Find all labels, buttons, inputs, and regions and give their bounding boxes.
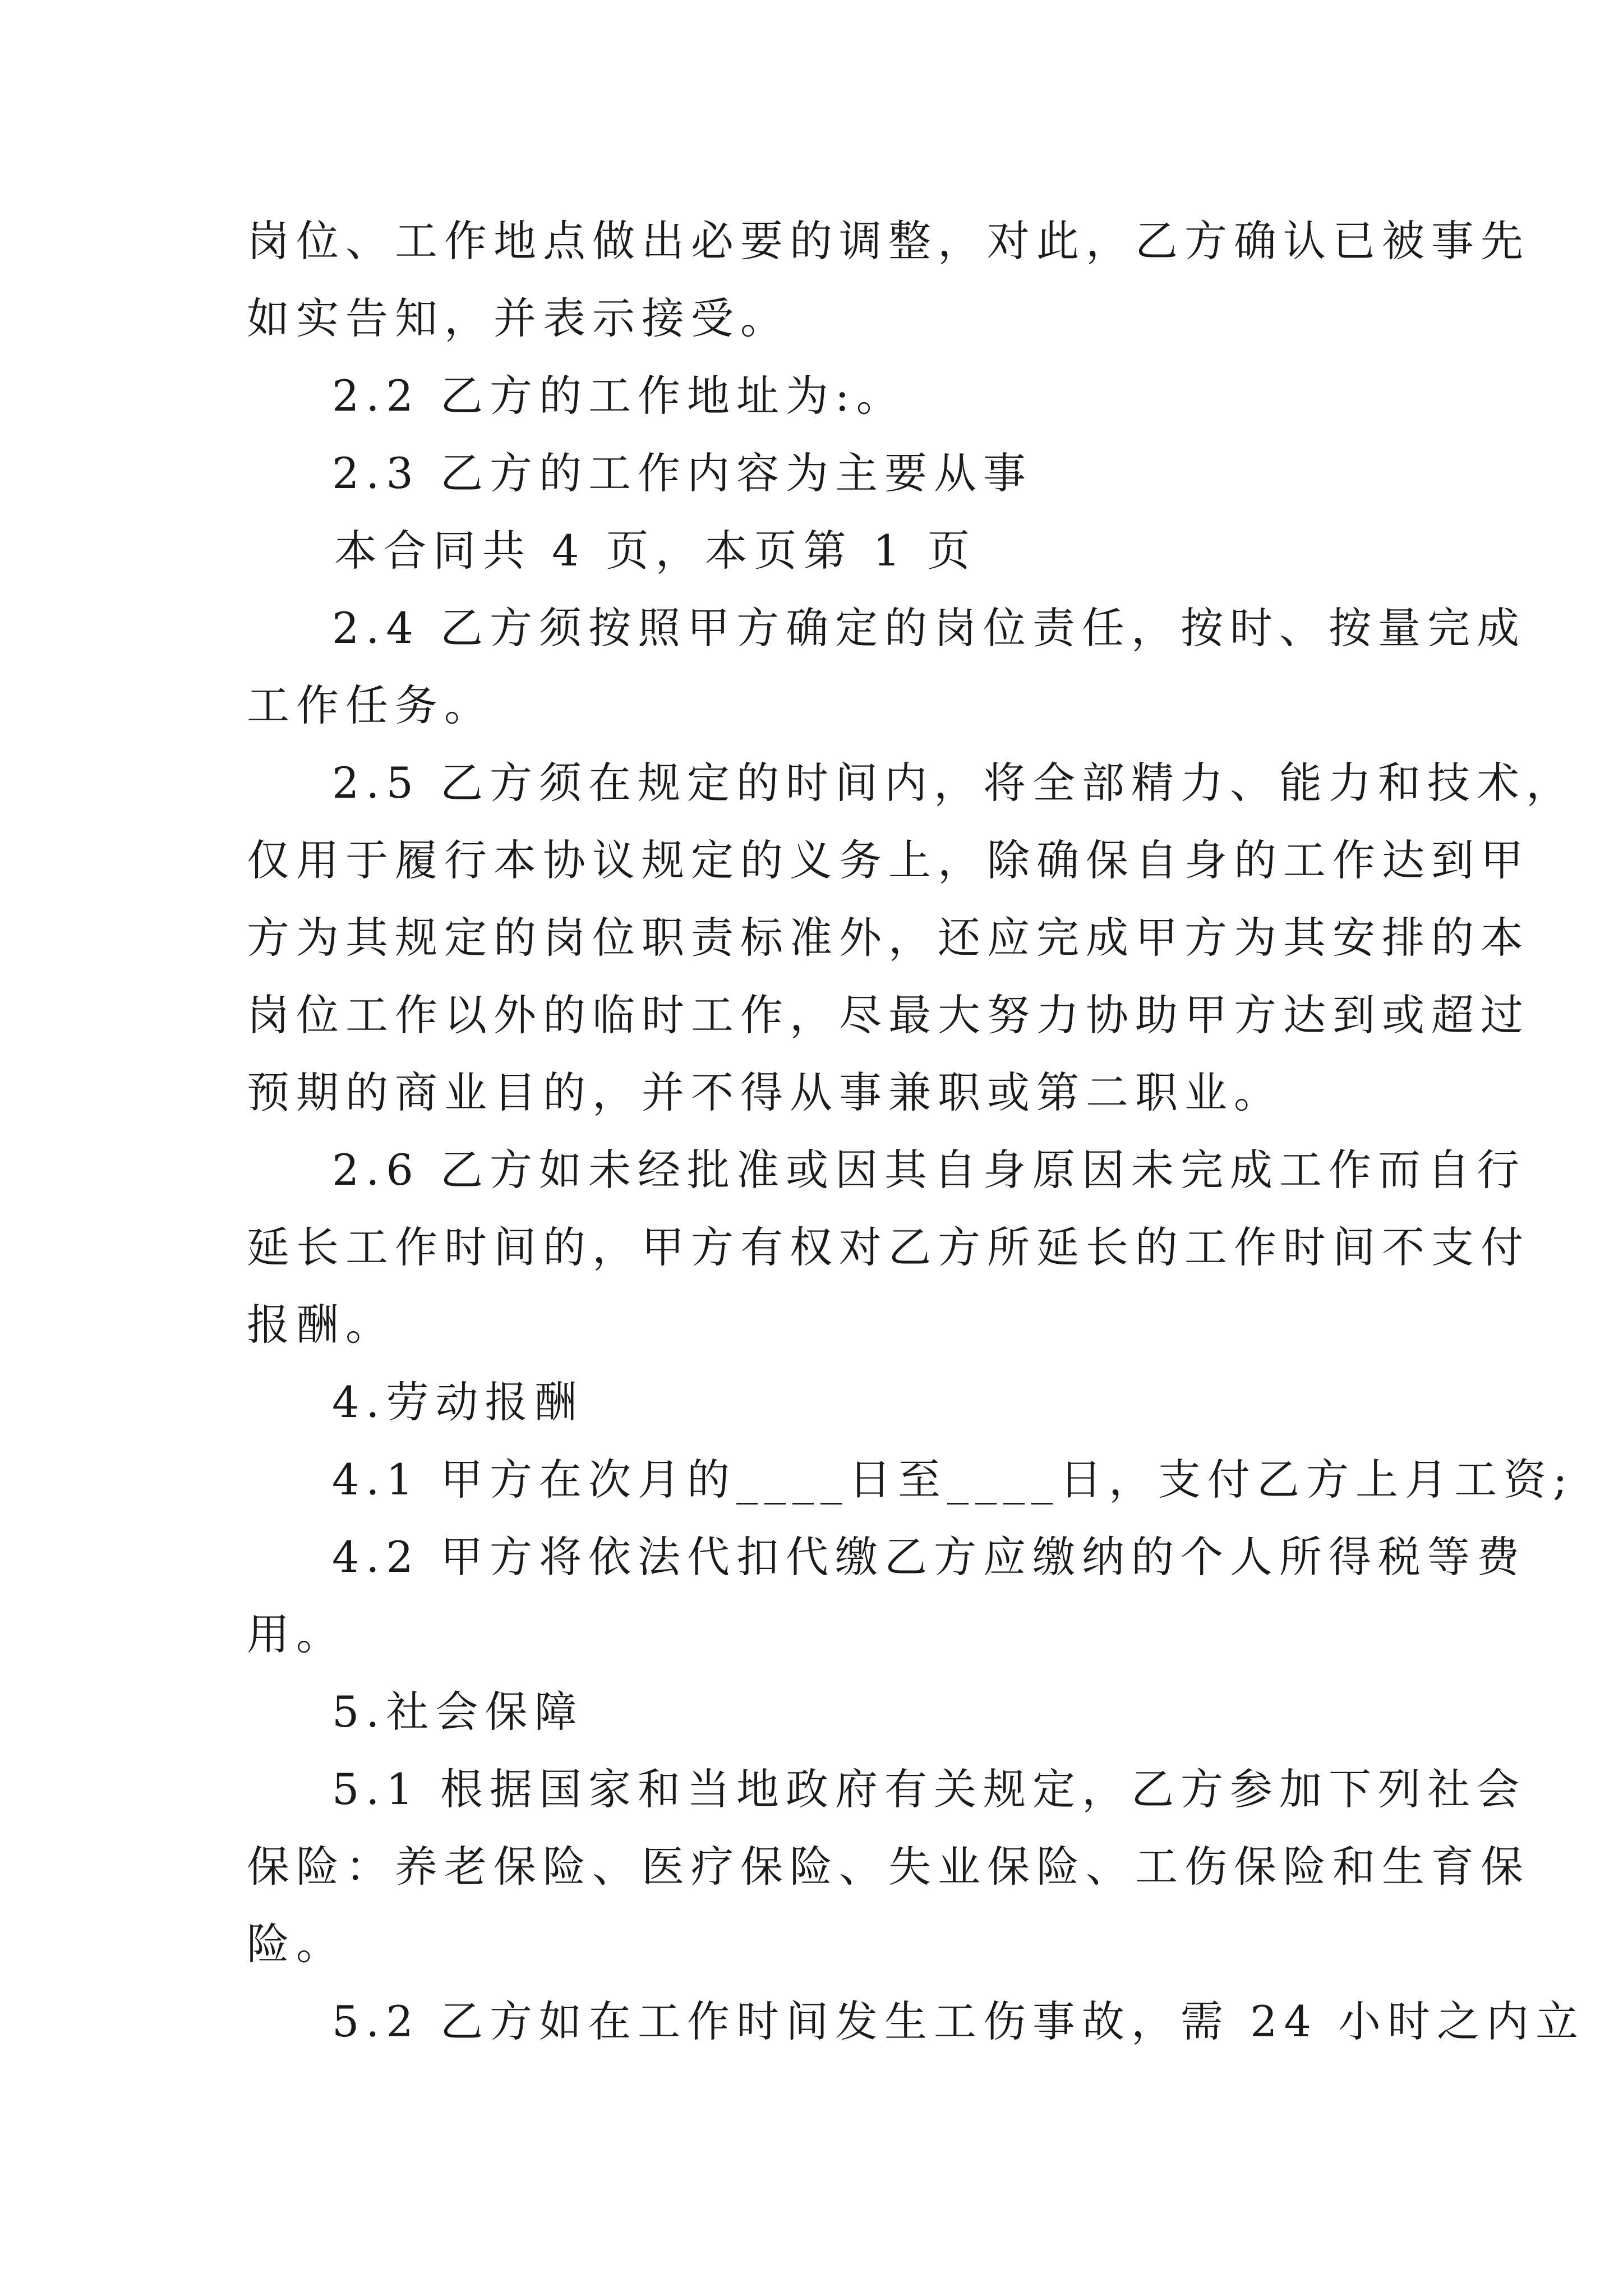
text-line: 2.5 乙方须在规定的时间内，将全部精力、能力和技术，	[332, 758, 1576, 808]
text-line: 仅用于履行本协议规定的义务上，除确保自身的工作达到甲	[247, 835, 1530, 885]
text-line: 5.2 乙方如在工作时间发生工伤事故，需 24 小时之内立	[332, 1996, 1585, 2046]
text-line: 4.1 甲方在次月的____日至____日，支付乙方上月工资;	[332, 1455, 1574, 1504]
text-line: 2.4 乙方须按照甲方确定的岗位责任，按时、按量完成	[332, 603, 1527, 653]
text-line: 如实告知，并表示接受。	[247, 293, 790, 343]
text-line: 延长工作时间的，甲方有权对乙方所延长的工作时间不支付	[247, 1222, 1530, 1272]
text-line: 预期的商业目的，并不得从事兼职或第二职业。	[247, 1068, 1283, 1117]
text-line: 5.1 根据国家和当地政府有关规定，乙方参加下列社会	[332, 1764, 1527, 1814]
page-counter: 本合同共 4 页，本页第 1 页	[334, 526, 977, 576]
text-line: 岗位工作以外的临时工作，尽最大努力协助甲方达到或超过	[247, 990, 1530, 1040]
text-line: 2.3 乙方的工作内容为主要从事	[332, 448, 1033, 498]
text-line: 方为其规定的岗位职责标准外，还应完成甲方为其安排的本	[247, 913, 1530, 963]
section-heading: 5.社会保障	[332, 1687, 584, 1737]
text-line: 保险：养老保险、医疗保险、失业保险、工伤保险和生育保	[247, 1842, 1530, 1892]
text-line: 工作任务。	[247, 680, 494, 730]
text-line: 4.2 甲方将依法代扣代缴乙方应缴纳的个人所得税等费	[332, 1532, 1527, 1582]
text-line: 用。	[247, 1609, 345, 1659]
text-line: 2.2 乙方的工作地址为:。	[332, 371, 906, 421]
text-line: 险。	[247, 1919, 345, 1969]
text-line: 岗位、工作地点做出必要的调整，对此，乙方确认已被事先	[247, 216, 1530, 266]
section-heading: 4.劳动报酬	[332, 1377, 584, 1427]
text-line: 报酬。	[247, 1300, 395, 1350]
text-line: 2.6 乙方如未经批准或因其自身原因未完成工作而自行	[332, 1145, 1527, 1195]
